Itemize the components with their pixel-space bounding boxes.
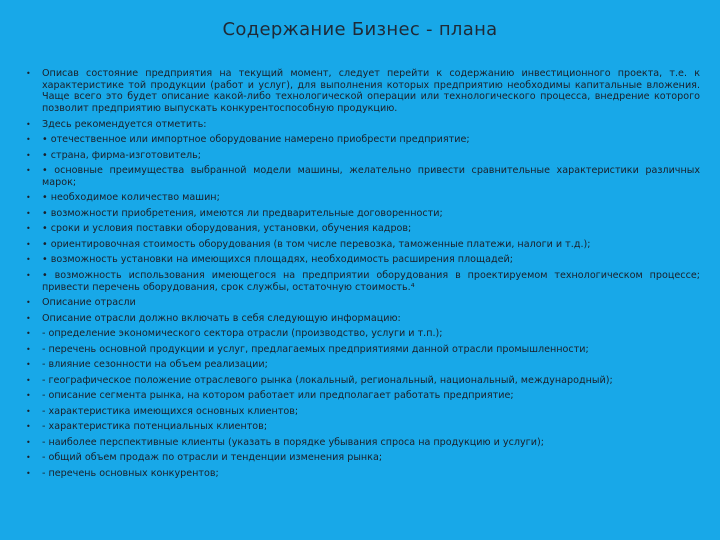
list-item-text: - описание сегмента рынка, на котором работает или предполагает работать предприятие; xyxy=(42,390,514,402)
list-item xyxy=(26,452,700,464)
bullet-icon: • xyxy=(26,313,31,323)
bullet-icon: • xyxy=(26,391,31,401)
list-item xyxy=(26,134,700,146)
bullet-icon: • xyxy=(26,193,31,203)
bullet-list xyxy=(26,68,700,483)
bullet-icon: • xyxy=(26,150,31,160)
bullet-icon: • xyxy=(26,239,31,249)
bullet-icon: • xyxy=(26,270,31,280)
bullet-icon: • xyxy=(26,468,31,478)
bullet-icon: • xyxy=(26,69,31,78)
list-item-text: Описав состояние предприятия на текущий момент, следует перейти к содержанию инвестиционного проекта, т.е. к характеристике той продукции (работ и услуг), для выполнения которых предприятию необходимы капитальные вложения. Чаще всего это будет описание какой-либо технологической операции или технологического процесса, внедрение которого позволит предприятию выпускать конкурентоспособную продукцию. xyxy=(42,68,700,115)
bullet-icon: • xyxy=(26,453,31,463)
bullet-icon: • xyxy=(26,360,31,370)
list-item xyxy=(26,328,700,340)
bullet-icon: • xyxy=(26,422,31,432)
bullet-icon: • xyxy=(26,344,31,354)
bullet-icon: • xyxy=(26,437,31,447)
slide-title: Содержание Бизнес - плана xyxy=(222,19,498,40)
list-item-text: • необходимое количество машин; xyxy=(42,192,220,204)
list-item-text: - характеристика имеющихся основных клиентов; xyxy=(42,405,299,417)
list-item-text: - географическое положение отраслевого рынка (локальный, региональный, национальный, международный); xyxy=(42,374,613,386)
list-item xyxy=(26,390,700,402)
list-item xyxy=(26,359,700,371)
list-item-text: - характеристика потенциальных клиентов; xyxy=(42,421,268,433)
bullet-icon: • xyxy=(26,375,31,385)
list-item-text: • возможность установки на имеющихся площадях, необходимость расширения площадей; xyxy=(42,254,513,266)
list-item xyxy=(26,344,700,356)
list-item-text: • основные преимущества выбранной модели машины, желательно привести сравнительные характеристики различных марок; xyxy=(42,165,700,188)
list-item-text: • сроки и условия поставки оборудования, установки, обучения кадров; xyxy=(42,223,412,235)
list-item xyxy=(26,68,700,115)
bullet-icon: • xyxy=(26,406,31,416)
list-item-text: - определение экономического сектора отрасли (производство, услуги и т.п.); xyxy=(42,328,443,340)
bullet-icon: • xyxy=(26,166,31,176)
list-item xyxy=(26,208,700,220)
list-item xyxy=(26,437,700,449)
list-item xyxy=(26,468,700,480)
list-item xyxy=(26,313,700,325)
list-item-text: • ориентировочная стоимость оборудования (в том числе перевозка, таможенные платежи, налоги и т.д.); xyxy=(42,238,591,250)
list-item-text: • возможности приобретения, имеются ли предварительные договоренности; xyxy=(42,207,443,219)
list-item xyxy=(26,406,700,418)
list-item-text: • отечественное или импортное оборудование намерено приобрести предприятие; xyxy=(42,134,470,146)
list-item xyxy=(26,119,700,131)
bullet-icon: • xyxy=(26,135,31,145)
section-heading: Описание отрасли xyxy=(42,297,136,309)
list-item-text: - перечень основной продукции и услуг, предлагаемых предприятиями данной отрасли промышленности; xyxy=(42,343,589,355)
bullet-icon: • xyxy=(26,329,31,339)
list-item-text: - перечень основных конкурентов; xyxy=(42,467,219,479)
bullet-icon: • xyxy=(26,255,31,265)
list-item xyxy=(26,192,700,204)
list-item-text: Здесь рекомендуется отметить: xyxy=(42,118,207,130)
bullet-icon: • xyxy=(26,224,31,234)
list-item xyxy=(26,223,700,235)
list-item xyxy=(26,421,700,433)
list-item-text: - наиболее перспективные клиенты (указать в порядке убывания спроса на продукцию и услуги); xyxy=(42,436,544,448)
list-item-text: Описание отрасли должно включать в себя следующую информацию: xyxy=(42,312,401,324)
list-item xyxy=(26,297,700,309)
list-item xyxy=(26,165,700,188)
bullet-icon: • xyxy=(26,119,31,129)
list-item xyxy=(26,239,700,251)
list-item-text: • страна, фирма-изготовитель; xyxy=(42,149,201,161)
list-item xyxy=(26,270,700,293)
list-item xyxy=(26,150,700,162)
list-item-text: - влияние сезонности на объем реализации; xyxy=(42,359,268,371)
list-item-text: - общий объем продаж по отрасли и тенденции изменения рынка; xyxy=(42,452,383,464)
bullet-icon: • xyxy=(26,208,31,218)
list-item xyxy=(26,375,700,387)
list-item-text: • возможность использования имеющегося на предприятии оборудования в проектируемом технологическом процессе; привести перечень оборудования, срок службы, остаточную стоимость.⁴ xyxy=(42,269,700,293)
list-item xyxy=(26,254,700,266)
bullet-icon: • xyxy=(26,298,31,308)
